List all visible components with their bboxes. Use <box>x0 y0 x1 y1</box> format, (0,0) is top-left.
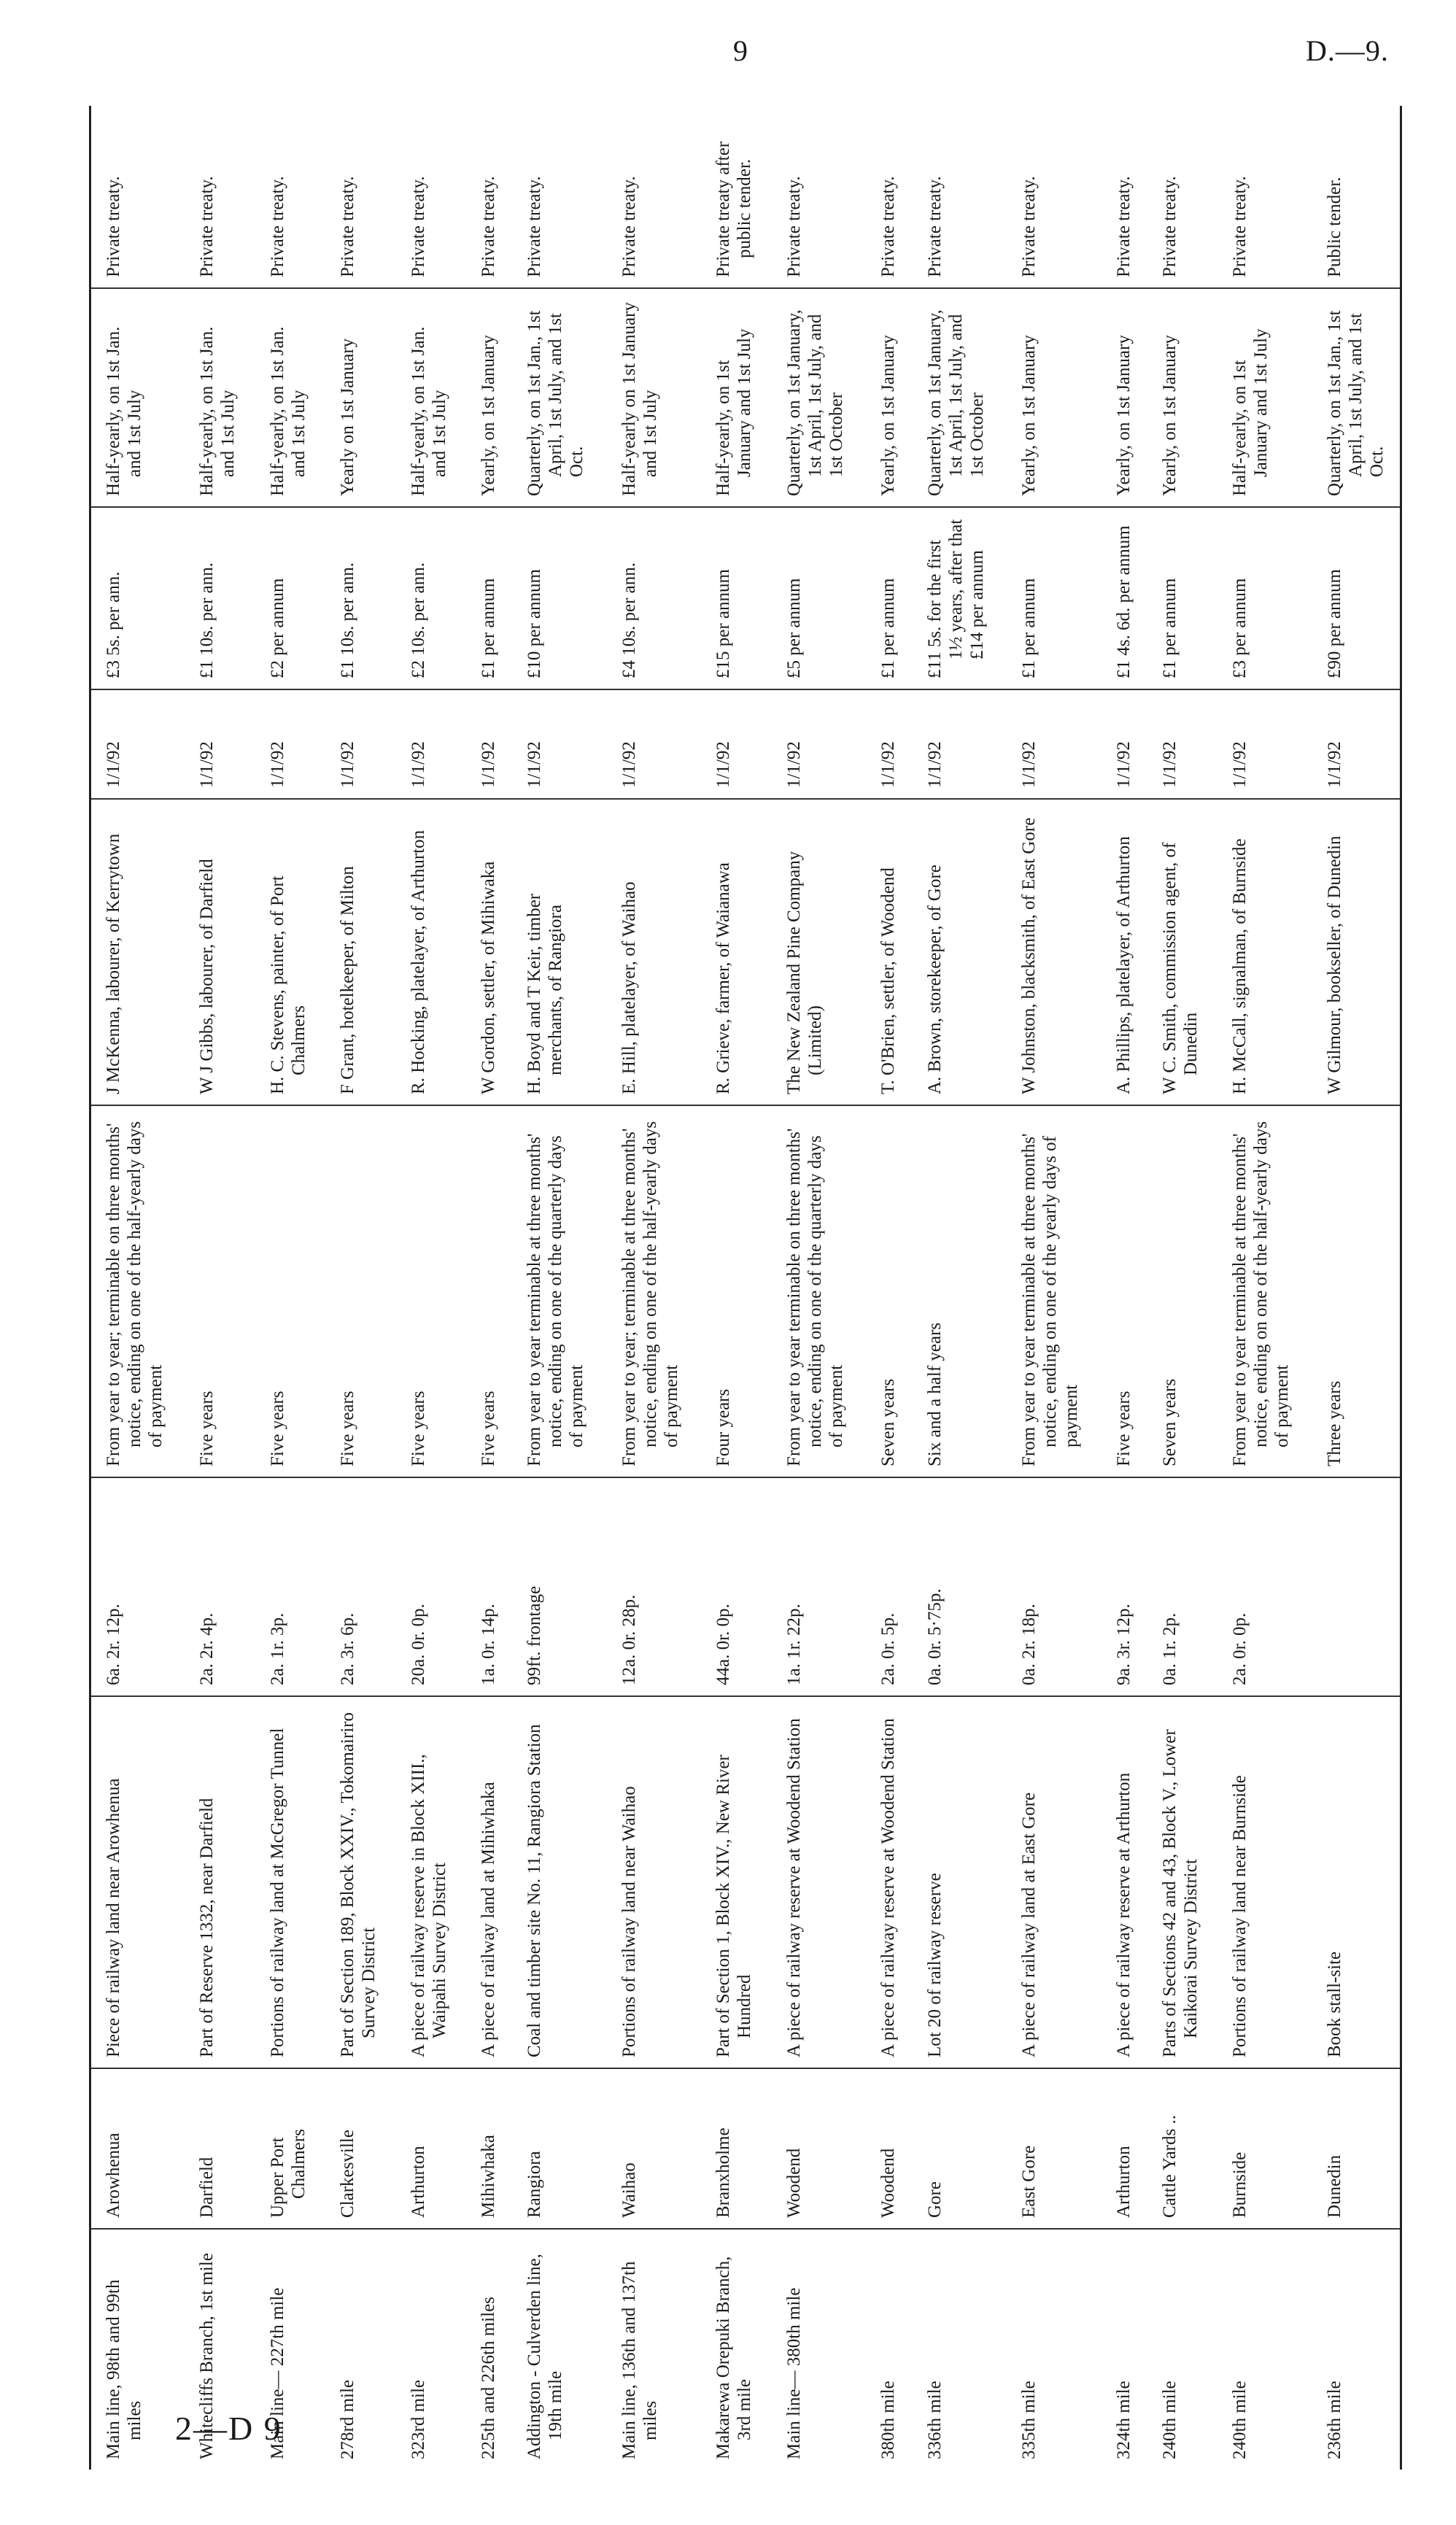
cell-date: 1/1/92 <box>459 689 505 799</box>
cell-station: Mihiwhaka <box>459 2068 505 2229</box>
cell-rent: £15 per annum <box>694 507 764 689</box>
cell-lessee: W Gilmour, bookseller, of Dunedin <box>1305 799 1401 1105</box>
cell-rent: £11 5s. for the first 1½ years, after that £14 per annum <box>905 507 1000 689</box>
cell-station: Arowhenua <box>90 2068 178 2229</box>
table-row <box>459 106 505 2470</box>
cell-lessee: R. Hocking, platelayer, of Arthurton <box>389 799 459 1105</box>
cell-date: 1/1/92 <box>389 689 459 799</box>
cell-date: 1/1/92 <box>90 689 178 799</box>
table-row <box>600 106 694 2470</box>
cell-term: Three years <box>1305 1105 1401 1477</box>
cell-station: Arthurton <box>389 2068 459 2229</box>
cell-payment: Half-yearly on 1st January and 1st July <box>600 288 694 507</box>
cell-payment: Yearly, on 1st January <box>459 288 505 507</box>
table-row <box>764 106 859 2470</box>
cell-station: Upper Port Chalmers <box>248 2068 318 2229</box>
cell-area: 0a. 2r. 18p. <box>999 1477 1094 1696</box>
cell-date: 1/1/92 <box>1210 689 1305 799</box>
cell-station: Woodend <box>764 2068 859 2229</box>
cell-locality: 336th mile <box>924 2381 945 2459</box>
cell-rent: £3 5s. per ann. <box>90 507 178 689</box>
cell-lessee: T. O'Brien, settler, of Woodend <box>859 799 905 1105</box>
cell-area: 9a. 3r. 12p. <box>1094 1477 1140 1696</box>
cell-locality: Whitecliffs Branch, 1st mile <box>197 2253 217 2459</box>
table-row <box>505 106 600 2470</box>
cell-station: East Gore <box>999 2068 1094 2229</box>
cell-lessee: A. Brown, storekeeper, of Gore <box>905 799 1000 1105</box>
cell-description: A piece of railway land at East Gore <box>999 1696 1094 2068</box>
table-row <box>905 106 1000 2470</box>
cell-date: 1/1/92 <box>177 689 247 799</box>
cell-disposal: Private treaty. <box>905 106 1000 288</box>
cell-payment: Half-yearly, on 1st January and 1st July <box>1210 288 1305 507</box>
cell-term: From year to year terminable at three months' notice, ending on one of the half-yearly days of payment <box>1210 1105 1305 1477</box>
cell-station: Waihao <box>600 2068 694 2229</box>
table-row <box>1140 106 1210 2470</box>
cell-date: 1/1/92 <box>999 689 1094 799</box>
cell-date: 1/1/92 <box>1094 689 1140 799</box>
cell-date: 1/1/92 <box>694 689 764 799</box>
cell-term: From year to year; terminable at three months' notice, ending on one of the half-yearly days of payment <box>600 1105 694 1477</box>
cell-description: Coal and timber site No. 11, Rangiora Station <box>505 1696 600 2068</box>
cell-description: A piece of railway reserve at Woodend Station <box>859 1696 905 2068</box>
cell-description: A piece of railway land at Mihiwhaka <box>459 1696 505 2068</box>
cell-area: 44a. 0r. 0p. <box>694 1477 764 1696</box>
table-row <box>318 106 388 2470</box>
cell-date: 1/1/92 <box>248 689 318 799</box>
cell-lessee: R. Grieve, farmer, of Waianawa <box>694 799 764 1105</box>
cell-area <box>1305 1477 1401 1696</box>
cell-lessee: E. Hill, platelayer, of Waihao <box>600 799 694 1105</box>
cell-term: Five years <box>177 1105 247 1477</box>
cell-locality: 225th and 226th miles <box>478 2297 498 2459</box>
cell-rent: £5 per annum <box>764 507 859 689</box>
cell-disposal: Private treaty after public tender. <box>694 106 764 288</box>
cell-payment: Yearly, on 1st January <box>1140 288 1210 507</box>
cell-lessee: A. Phillips, platelayer, of Arthurton <box>1094 799 1140 1105</box>
cell-disposal: Private treaty. <box>90 106 178 288</box>
cell-area: 1a. 1r. 22p. <box>764 1477 859 1696</box>
cell-payment: Half-yearly, on 1st January and 1st July <box>694 288 764 507</box>
cell-locality: 240th mile <box>1230 2381 1250 2459</box>
page-number: 9 <box>733 34 748 67</box>
cell-locality: Addington - Culverden line, 19th mile <box>524 2254 566 2459</box>
cell-date: 1/1/92 <box>600 689 694 799</box>
cell-payment: Yearly, on 1st January <box>859 288 905 507</box>
cell-locality: Main line— 227th mile <box>267 2287 287 2459</box>
cell-locality: 335th mile <box>1019 2381 1039 2459</box>
table-row <box>694 106 764 2470</box>
cell-term: Four years <box>694 1105 764 1477</box>
cell-disposal: Private treaty. <box>859 106 905 288</box>
table-row <box>1094 106 1140 2470</box>
cell-description: A piece of railway reserve in Block XIII., Waipahi Survey District <box>389 1696 459 2068</box>
cell-disposal: Private treaty. <box>177 106 247 288</box>
cell-locality: Makarewa Orepuki Branch, 3rd mile <box>713 2256 755 2459</box>
cell-lessee: W Gordon, settler, of Mihiwaka <box>459 799 505 1105</box>
cell-disposal: Private treaty. <box>505 106 600 288</box>
cell-term: From year to year; terminable on three months' notice, ending on one of the half-yearly days of payment <box>90 1105 178 1477</box>
cell-date: 1/1/92 <box>764 689 859 799</box>
cell-term: Seven years <box>859 1105 905 1477</box>
cell-payment: Yearly, on 1st January <box>1094 288 1140 507</box>
lease-table <box>89 106 1402 2470</box>
cell-disposal: Private treaty. <box>600 106 694 288</box>
cell-station: Cattle Yards .. <box>1140 2068 1210 2229</box>
cell-term: Seven years <box>1140 1105 1210 1477</box>
cell-rent: £3 per annum <box>1210 507 1305 689</box>
cell-disposal: Public tender. <box>1305 106 1401 288</box>
cell-rent: £1 per annum <box>459 507 505 689</box>
cell-term: Five years <box>248 1105 318 1477</box>
cell-date: 1/1/92 <box>905 689 1000 799</box>
cell-payment: Half-yearly, on 1st Jan. and 1st July <box>177 288 247 507</box>
cell-description: Book stall-site <box>1305 1696 1401 2068</box>
cell-description: Parts of Sections 42 and 43, Block V., Lower Kaikorai Survey District <box>1140 1696 1210 2068</box>
cell-description: Portions of railway land at McGregor Tunnel <box>248 1696 318 2068</box>
cell-description: Portions of railway land near Burnside <box>1210 1696 1305 2068</box>
cell-term: Five years <box>318 1105 388 1477</box>
cell-term: Five years <box>459 1105 505 1477</box>
cell-locality: Main line, 98th and 99th miles <box>90 2229 178 2470</box>
table-row <box>999 106 1094 2470</box>
cell-payment: Quarterly, on 1st Jan., 1st April, 1st July, and 1st Oct. <box>1305 288 1401 507</box>
page-reference: D.—9. <box>1306 34 1389 67</box>
cell-term: Five years <box>1094 1105 1140 1477</box>
table-row <box>248 106 318 2470</box>
cell-locality: 236th mile <box>1305 2229 1401 2470</box>
cell-payment: Quarterly, on 1st January, 1st April, 1st July, and 1st October <box>764 288 859 507</box>
cell-area: 20a. 0r. 0p. <box>389 1477 459 1696</box>
cell-lessee: W Johnston, blacksmith, of East Gore <box>999 799 1094 1105</box>
cell-disposal: Private treaty. <box>389 106 459 288</box>
cell-payment: Yearly, on 1st January <box>999 288 1094 507</box>
cell-station: Darfield <box>177 2068 247 2229</box>
cell-term: From year to year terminable at three months' notice, ending on one of the quarterly days of payment <box>505 1105 600 1477</box>
table-row <box>859 106 905 2470</box>
cell-lessee: W J Gibbs, labourer, of Darfield <box>177 799 247 1105</box>
cell-lessee: H. McCall, signalman, of Burnside <box>1210 799 1305 1105</box>
cell-rent: £10 per annum <box>505 507 600 689</box>
cell-area: 6a. 2r. 12p. <box>90 1477 178 1696</box>
cell-area: 2a. 3r. 6p. <box>318 1477 388 1696</box>
table-row <box>1305 106 1401 2470</box>
table-row <box>90 106 178 2470</box>
table-row <box>1210 106 1305 2470</box>
cell-area: 2a. 0r. 5p. <box>859 1477 905 1696</box>
cell-locality: 323rd mile <box>408 2379 428 2459</box>
cell-station: Burnside <box>1210 2068 1305 2229</box>
cell-disposal: Private treaty. <box>1094 106 1140 288</box>
cell-disposal: Private treaty. <box>318 106 388 288</box>
cell-disposal: Private treaty. <box>1140 106 1210 288</box>
cell-rent: £1 per annum <box>1140 507 1210 689</box>
cell-payment: Quarterly, on 1st Jan., 1st April, 1st July, and 1st Oct. <box>505 288 600 507</box>
cell-term: Six and a half years <box>905 1105 1000 1477</box>
cell-rent: £1 per annum <box>999 507 1094 689</box>
cell-lessee: The New Zealand Pine Company (Limited) <box>764 799 859 1105</box>
cell-station: Rangiora <box>505 2068 600 2229</box>
cell-description: Portions of railway land near Waihao <box>600 1696 694 2068</box>
cell-description: Part of Section 189, Block XXIV., Tokomairiro Survey District <box>318 1696 388 2068</box>
cell-area: 99ft. frontage <box>505 1477 600 1696</box>
cell-station: Clarkesville <box>318 2068 388 2229</box>
cell-locality: 324th mile <box>1113 2381 1134 2459</box>
cell-description: Piece of railway land near Arowhenua <box>90 1696 178 2068</box>
cell-disposal: Private treaty. <box>459 106 505 288</box>
cell-date: 1/1/92 <box>1140 689 1210 799</box>
cell-lessee: F Grant, hotelkeeper, of Milton <box>318 799 388 1105</box>
cell-rent: £1 4s. 6d. per annum <box>1094 507 1140 689</box>
cell-lessee: H. Boyd and T Keir, timber merchants, of Rangiora <box>505 799 600 1105</box>
cell-disposal: Private treaty. <box>248 106 318 288</box>
cell-date: 1/1/92 <box>859 689 905 799</box>
table-row <box>177 106 247 2470</box>
cell-rent: £1 per annum <box>859 507 905 689</box>
cell-rent: £1 10s. per ann. <box>318 507 388 689</box>
table-row <box>389 106 459 2470</box>
cell-lessee: W C. Smith, commission agent, of Dunedin <box>1140 799 1210 1105</box>
cell-rent: £2 10s. per ann. <box>389 507 459 689</box>
cell-locality: 278rd mile <box>338 2379 358 2459</box>
cell-description: Part of Section 1, Block XIV., New River Hundred <box>694 1696 764 2068</box>
table-body <box>90 106 1401 2470</box>
cell-description: Lot 20 of railway reserve <box>905 1696 1000 2068</box>
cell-payment: Half-yearly, on 1st Jan. and 1st July <box>248 288 318 507</box>
cell-payment: Half-yearly, on 1st Jan. and 1st July <box>389 288 459 507</box>
cell-description: Part of Reserve 1332, near Darfield <box>177 1696 247 2068</box>
cell-rent: £90 per annum <box>1305 507 1401 689</box>
cell-term: From year to year terminable on three months' notice, ending on one of the quarterly days of payment <box>764 1105 859 1477</box>
cell-rent: £4 10s. per ann. <box>600 507 694 689</box>
cell-disposal: Private treaty. <box>764 106 859 288</box>
cell-station: Gore <box>905 2068 1000 2229</box>
lease-table-block <box>89 106 1402 2470</box>
cell-area: 0a. 0r. 5·75p. <box>905 1477 1000 1696</box>
cell-locality: 380th mile <box>878 2381 899 2459</box>
cell-date: 1/1/92 <box>505 689 600 799</box>
cell-station: Dunedin <box>1305 2068 1401 2229</box>
cell-date: 1/1/92 <box>1305 689 1401 799</box>
cell-station: Woodend <box>859 2068 905 2229</box>
cell-term: From year to year terminable at three months' notice, ending on one of the yearly days of payment <box>999 1105 1094 1477</box>
cell-disposal: Private treaty. <box>1210 106 1305 288</box>
cell-date: 1/1/92 <box>318 689 388 799</box>
cell-area: 2a. 2r. 4p. <box>177 1477 247 1696</box>
cell-area: 0a. 1r. 2p. <box>1140 1477 1210 1696</box>
cell-station: Arthurton <box>1094 2068 1140 2229</box>
cell-locality: Main line— 380th mile <box>783 2287 804 2459</box>
cell-rent: £1 10s. per ann. <box>177 507 247 689</box>
cell-payment: Quarterly, on 1st January, 1st April, 1st July, and 1st October <box>905 288 1000 507</box>
cell-rent: £2 per annum <box>248 507 318 689</box>
cell-lessee: J McKenna, labourer, of Kerrytown <box>90 799 178 1105</box>
cell-area: 2a. 1r. 3p. <box>248 1477 318 1696</box>
cell-lessee: H. C. Stevens, painter, of Port Chalmers <box>248 799 318 1105</box>
cell-term: Five years <box>389 1105 459 1477</box>
cell-disposal: Private treaty. <box>999 106 1094 288</box>
cell-payment: Half-yearly, on 1st Jan. and 1st July <box>90 288 178 507</box>
cell-payment: Yearly on 1st January <box>318 288 388 507</box>
cell-locality: 240th mile <box>1159 2381 1180 2459</box>
cell-locality: Main line, 136th and 137th miles <box>619 2261 660 2459</box>
cell-area: 2a. 0r. 0p. <box>1210 1477 1305 1696</box>
sheet-signature: 2—D 9 <box>175 2410 282 2447</box>
cell-station: Branxholme <box>694 2068 764 2229</box>
cell-area: 1a. 0r. 14p. <box>459 1477 505 1696</box>
cell-description: A piece of railway reserve at Woodend Station <box>764 1696 859 2068</box>
cell-description: A piece of railway reserve at Arthurton <box>1094 1696 1140 2068</box>
cell-area: 12a. 0r. 28p. <box>600 1477 694 1696</box>
